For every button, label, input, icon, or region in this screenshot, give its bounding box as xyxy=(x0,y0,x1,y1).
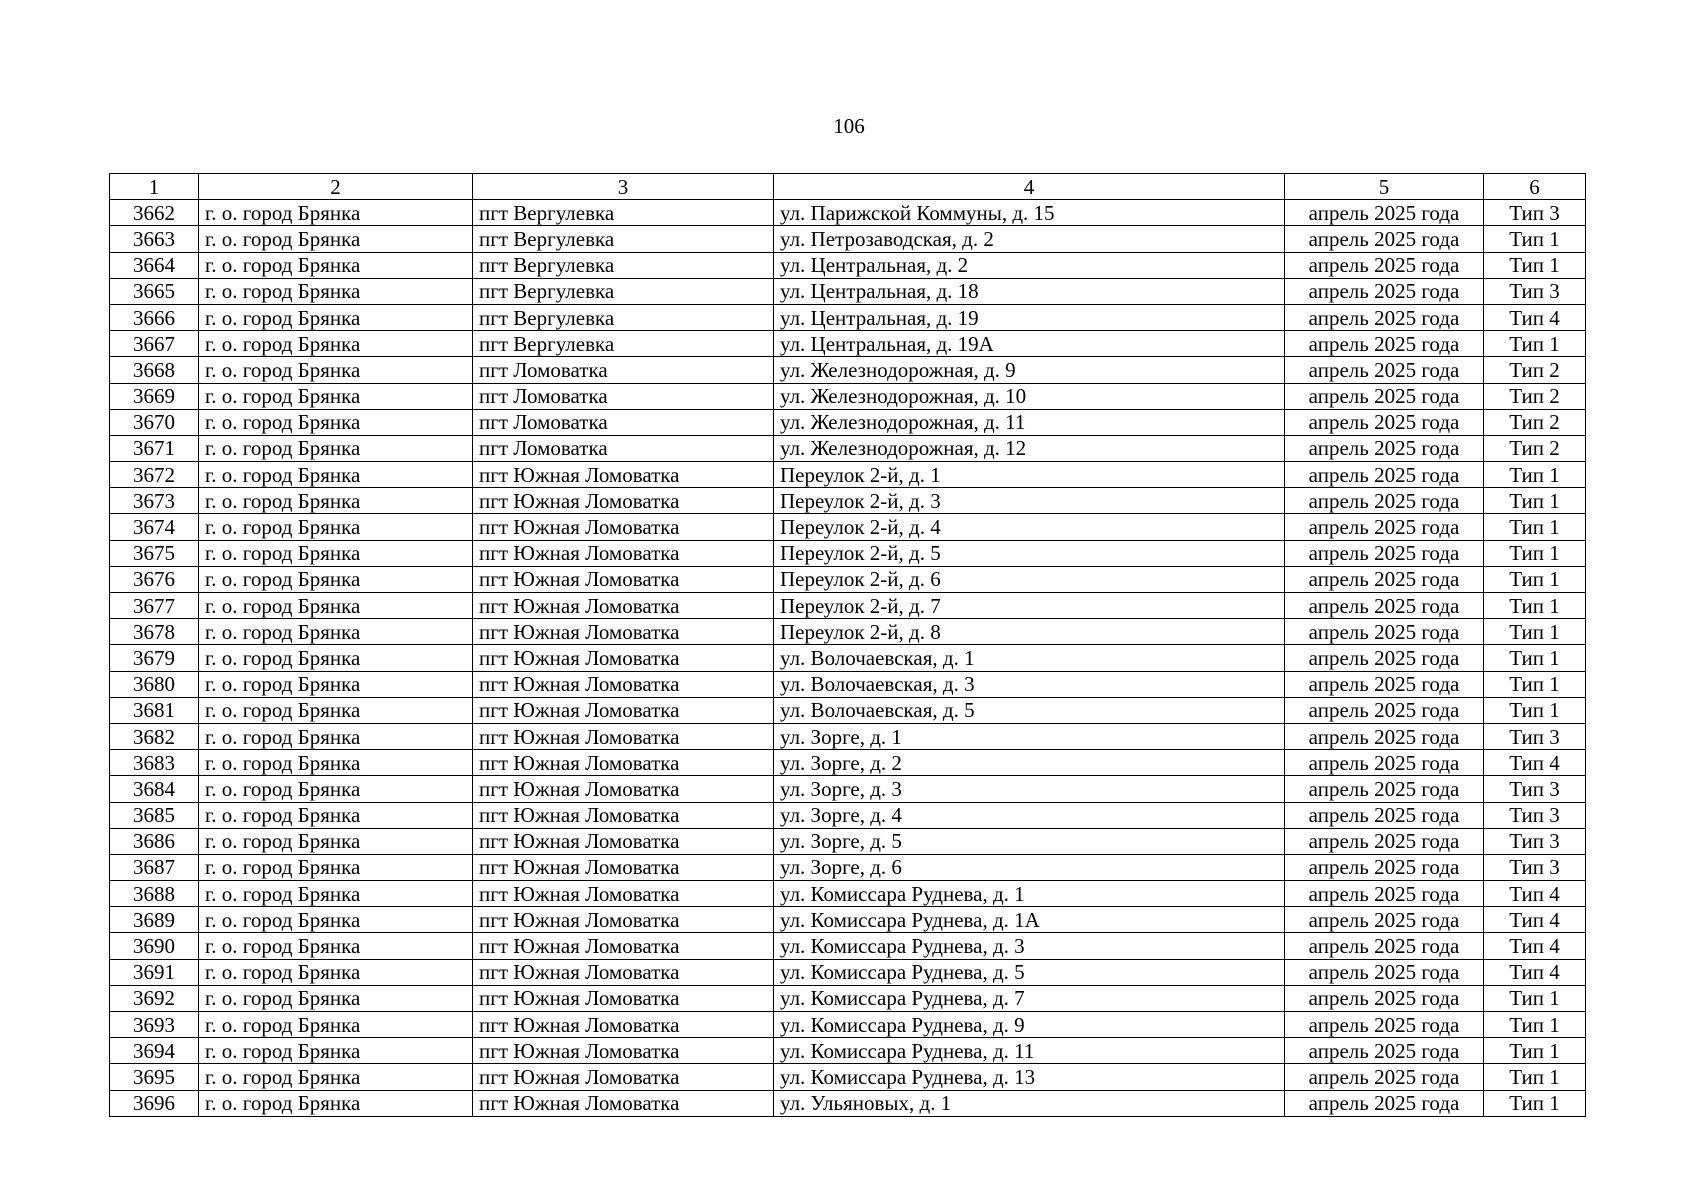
cell-settlement: пгт Вергулевка xyxy=(473,252,774,278)
cell-address: ул. Ульяновых, д. 1 xyxy=(774,1090,1285,1116)
cell-number: 3676 xyxy=(110,566,199,592)
cell-type: Тип 4 xyxy=(1484,304,1586,330)
cell-municipality: г. о. город Брянка xyxy=(199,854,473,880)
table-row xyxy=(110,854,1586,880)
cell-date: апрель 2025 года xyxy=(1285,723,1484,749)
column-header: 1 xyxy=(110,174,199,200)
cell-municipality: г. о. город Брянка xyxy=(199,304,473,330)
cell-settlement: пгт Южная Ломоватка xyxy=(473,1012,774,1038)
column-header: 5 xyxy=(1285,174,1484,200)
cell-date: апрель 2025 года xyxy=(1285,252,1484,278)
cell-date: апрель 2025 года xyxy=(1285,907,1484,933)
cell-settlement: пгт Ломоватка xyxy=(473,357,774,383)
cell-type: Тип 1 xyxy=(1484,985,1586,1011)
cell-type: Тип 3 xyxy=(1484,278,1586,304)
cell-number: 3681 xyxy=(110,697,199,723)
cell-address: ул. Центральная, д. 18 xyxy=(774,278,1285,304)
cell-settlement: пгт Южная Ломоватка xyxy=(473,619,774,645)
table-row xyxy=(110,514,1586,540)
cell-settlement: пгт Южная Ломоватка xyxy=(473,985,774,1011)
table-row xyxy=(110,985,1586,1011)
table-row xyxy=(110,226,1586,252)
cell-number: 3665 xyxy=(110,278,199,304)
cell-settlement: пгт Ломоватка xyxy=(473,435,774,461)
cell-municipality: г. о. город Брянка xyxy=(199,1012,473,1038)
cell-address: ул. Зорге, д. 5 xyxy=(774,828,1285,854)
cell-type: Тип 3 xyxy=(1484,828,1586,854)
cell-date: апрель 2025 года xyxy=(1285,1090,1484,1116)
cell-settlement: пгт Южная Ломоватка xyxy=(473,750,774,776)
cell-settlement: пгт Вергулевка xyxy=(473,200,774,226)
cell-municipality: г. о. город Брянка xyxy=(199,802,473,828)
cell-date: апрель 2025 года xyxy=(1285,566,1484,592)
cell-municipality: г. о. город Брянка xyxy=(199,776,473,802)
cell-date: апрель 2025 года xyxy=(1285,304,1484,330)
cell-municipality: г. о. город Брянка xyxy=(199,331,473,357)
column-header: 4 xyxy=(774,174,1285,200)
cell-type: Тип 3 xyxy=(1484,723,1586,749)
cell-type: Тип 1 xyxy=(1484,252,1586,278)
cell-number: 3684 xyxy=(110,776,199,802)
cell-settlement: пгт Южная Ломоватка xyxy=(473,566,774,592)
cell-settlement: пгт Южная Ломоватка xyxy=(473,959,774,985)
cell-date: апрель 2025 года xyxy=(1285,933,1484,959)
cell-municipality: г. о. город Брянка xyxy=(199,723,473,749)
cell-municipality: г. о. город Брянка xyxy=(199,619,473,645)
cell-type: Тип 2 xyxy=(1484,409,1586,435)
cell-type: Тип 1 xyxy=(1484,645,1586,671)
cell-type: Тип 1 xyxy=(1484,593,1586,619)
cell-type: Тип 1 xyxy=(1484,226,1586,252)
cell-municipality: г. о. город Брянка xyxy=(199,200,473,226)
cell-municipality: г. о. город Брянка xyxy=(199,881,473,907)
cell-municipality: г. о. город Брянка xyxy=(199,593,473,619)
cell-settlement: пгт Южная Ломоватка xyxy=(473,723,774,749)
cell-address: Переулок 2-й, д. 4 xyxy=(774,514,1285,540)
cell-settlement: пгт Южная Ломоватка xyxy=(473,488,774,514)
cell-municipality: г. о. город Брянка xyxy=(199,383,473,409)
cell-number: 3677 xyxy=(110,593,199,619)
cell-municipality: г. о. город Брянка xyxy=(199,462,473,488)
cell-address: ул. Комиссара Руднева, д. 3 xyxy=(774,933,1285,959)
cell-municipality: г. о. город Брянка xyxy=(199,985,473,1011)
cell-municipality: г. о. город Брянка xyxy=(199,540,473,566)
table-row xyxy=(110,488,1586,514)
cell-date: апрель 2025 года xyxy=(1285,383,1484,409)
cell-number: 3662 xyxy=(110,200,199,226)
table-row xyxy=(110,671,1586,697)
cell-type: Тип 1 xyxy=(1484,1064,1586,1090)
table-row xyxy=(110,304,1586,330)
cell-settlement: пгт Ломоватка xyxy=(473,409,774,435)
cell-type: Тип 1 xyxy=(1484,540,1586,566)
cell-settlement: пгт Южная Ломоватка xyxy=(473,697,774,723)
cell-address: ул. Железнодорожная, д. 9 xyxy=(774,357,1285,383)
cell-number: 3671 xyxy=(110,435,199,461)
table-row xyxy=(110,828,1586,854)
cell-settlement: пгт Южная Ломоватка xyxy=(473,593,774,619)
table-row xyxy=(110,723,1586,749)
cell-date: апрель 2025 года xyxy=(1285,593,1484,619)
cell-number: 3683 xyxy=(110,750,199,776)
cell-date: апрель 2025 года xyxy=(1285,278,1484,304)
cell-type: Тип 4 xyxy=(1484,881,1586,907)
cell-number: 3696 xyxy=(110,1090,199,1116)
cell-address: ул. Центральная, д. 2 xyxy=(774,252,1285,278)
cell-type: Тип 1 xyxy=(1484,1038,1586,1064)
cell-date: апрель 2025 года xyxy=(1285,357,1484,383)
cell-type: Тип 4 xyxy=(1484,959,1586,985)
cell-settlement: пгт Южная Ломоватка xyxy=(473,540,774,566)
cell-address: ул. Волочаевская, д. 1 xyxy=(774,645,1285,671)
cell-date: апрель 2025 года xyxy=(1285,514,1484,540)
cell-address: ул. Комиссара Руднева, д. 7 xyxy=(774,985,1285,1011)
table-row xyxy=(110,1090,1586,1116)
table-row xyxy=(110,435,1586,461)
cell-number: 3691 xyxy=(110,959,199,985)
cell-settlement: пгт Южная Ломоватка xyxy=(473,907,774,933)
cell-type: Тип 1 xyxy=(1484,331,1586,357)
cell-date: апрель 2025 года xyxy=(1285,854,1484,880)
cell-date: апрель 2025 года xyxy=(1285,1064,1484,1090)
cell-address: ул. Петрозаводская, д. 2 xyxy=(774,226,1285,252)
table-row xyxy=(110,540,1586,566)
cell-number: 3664 xyxy=(110,252,199,278)
cell-address: ул. Комиссара Руднева, д. 1 xyxy=(774,881,1285,907)
cell-date: апрель 2025 года xyxy=(1285,409,1484,435)
cell-date: апрель 2025 года xyxy=(1285,828,1484,854)
cell-number: 3680 xyxy=(110,671,199,697)
cell-municipality: г. о. город Брянка xyxy=(199,828,473,854)
table-row xyxy=(110,200,1586,226)
table-row xyxy=(110,881,1586,907)
page-number: 106 xyxy=(833,114,865,138)
cell-type: Тип 1 xyxy=(1484,1012,1586,1038)
cell-number: 3666 xyxy=(110,304,199,330)
cell-number: 3688 xyxy=(110,881,199,907)
cell-settlement: пгт Южная Ломоватка xyxy=(473,881,774,907)
cell-address: Переулок 2-й, д. 6 xyxy=(774,566,1285,592)
cell-municipality: г. о. город Брянка xyxy=(199,750,473,776)
cell-date: апрель 2025 года xyxy=(1285,488,1484,514)
cell-municipality: г. о. город Брянка xyxy=(199,1090,473,1116)
column-header: 6 xyxy=(1484,174,1586,200)
cell-address: ул. Комиссара Руднева, д. 9 xyxy=(774,1012,1285,1038)
cell-municipality: г. о. город Брянка xyxy=(199,357,473,383)
cell-address: ул. Железнодорожная, д. 11 xyxy=(774,409,1285,435)
table-row xyxy=(110,802,1586,828)
cell-settlement: пгт Южная Ломоватка xyxy=(473,1038,774,1064)
cell-number: 3669 xyxy=(110,383,199,409)
cell-date: апрель 2025 года xyxy=(1285,200,1484,226)
column-header: 3 xyxy=(473,174,774,200)
cell-number: 3675 xyxy=(110,540,199,566)
cell-settlement: пгт Южная Ломоватка xyxy=(473,671,774,697)
cell-number: 3692 xyxy=(110,985,199,1011)
cell-address: ул. Зорге, д. 1 xyxy=(774,723,1285,749)
cell-number: 3663 xyxy=(110,226,199,252)
cell-type: Тип 4 xyxy=(1484,907,1586,933)
cell-settlement: пгт Южная Ломоватка xyxy=(473,828,774,854)
table-row xyxy=(110,1012,1586,1038)
cell-settlement: пгт Южная Ломоватка xyxy=(473,1090,774,1116)
cell-address: ул. Волочаевская, д. 3 xyxy=(774,671,1285,697)
cell-type: Тип 4 xyxy=(1484,750,1586,776)
cell-number: 3694 xyxy=(110,1038,199,1064)
column-header: 2 xyxy=(199,174,473,200)
cell-settlement: пгт Южная Ломоватка xyxy=(473,1064,774,1090)
cell-type: Тип 1 xyxy=(1484,462,1586,488)
cell-type: Тип 2 xyxy=(1484,383,1586,409)
cell-municipality: г. о. город Брянка xyxy=(199,514,473,540)
cell-number: 3693 xyxy=(110,1012,199,1038)
cell-settlement: пгт Южная Ломоватка xyxy=(473,933,774,959)
cell-address: ул. Парижской Коммуны, д. 15 xyxy=(774,200,1285,226)
table-row xyxy=(110,1038,1586,1064)
cell-settlement: пгт Вергулевка xyxy=(473,304,774,330)
cell-date: апрель 2025 года xyxy=(1285,645,1484,671)
cell-settlement: пгт Ломоватка xyxy=(473,383,774,409)
cell-settlement: пгт Южная Ломоватка xyxy=(473,462,774,488)
cell-type: Тип 1 xyxy=(1484,671,1586,697)
cell-address: ул. Комиссара Руднева, д. 1А xyxy=(774,907,1285,933)
cell-address: ул. Зорге, д. 6 xyxy=(774,854,1285,880)
cell-municipality: г. о. город Брянка xyxy=(199,278,473,304)
cell-address: Переулок 2-й, д. 3 xyxy=(774,488,1285,514)
cell-date: апрель 2025 года xyxy=(1285,776,1484,802)
cell-date: апрель 2025 года xyxy=(1285,959,1484,985)
cell-number: 3667 xyxy=(110,331,199,357)
cell-municipality: г. о. город Брянка xyxy=(199,645,473,671)
cell-address: ул. Комиссара Руднева, д. 5 xyxy=(774,959,1285,985)
cell-number: 3686 xyxy=(110,828,199,854)
cell-municipality: г. о. город Брянка xyxy=(199,933,473,959)
cell-municipality: г. о. город Брянка xyxy=(199,409,473,435)
table-row xyxy=(110,933,1586,959)
cell-address: Переулок 2-й, д. 1 xyxy=(774,462,1285,488)
cell-date: апрель 2025 года xyxy=(1285,331,1484,357)
cell-number: 3685 xyxy=(110,802,199,828)
cell-date: апрель 2025 года xyxy=(1285,697,1484,723)
cell-date: апрель 2025 года xyxy=(1285,750,1484,776)
cell-number: 3695 xyxy=(110,1064,199,1090)
cell-address: Переулок 2-й, д. 7 xyxy=(774,593,1285,619)
table-row xyxy=(110,619,1586,645)
address-table xyxy=(109,173,1586,1117)
cell-address: Переулок 2-й, д. 5 xyxy=(774,540,1285,566)
table-row xyxy=(110,907,1586,933)
cell-type: Тип 4 xyxy=(1484,933,1586,959)
cell-settlement: пгт Южная Ломоватка xyxy=(473,514,774,540)
cell-type: Тип 1 xyxy=(1484,619,1586,645)
cell-date: апрель 2025 года xyxy=(1285,802,1484,828)
cell-municipality: г. о. город Брянка xyxy=(199,1064,473,1090)
cell-address: ул. Комиссара Руднева, д. 13 xyxy=(774,1064,1285,1090)
table-row xyxy=(110,331,1586,357)
table-row xyxy=(110,566,1586,592)
cell-settlement: пгт Вергулевка xyxy=(473,278,774,304)
cell-type: Тип 3 xyxy=(1484,200,1586,226)
cell-number: 3687 xyxy=(110,854,199,880)
cell-date: апрель 2025 года xyxy=(1285,462,1484,488)
cell-address: ул. Зорге, д. 3 xyxy=(774,776,1285,802)
cell-date: апрель 2025 года xyxy=(1285,985,1484,1011)
cell-number: 3674 xyxy=(110,514,199,540)
cell-address: ул. Волочаевская, д. 5 xyxy=(774,697,1285,723)
cell-type: Тип 1 xyxy=(1484,1090,1586,1116)
cell-settlement: пгт Южная Ломоватка xyxy=(473,854,774,880)
table-row xyxy=(110,252,1586,278)
cell-number: 3668 xyxy=(110,357,199,383)
cell-type: Тип 1 xyxy=(1484,514,1586,540)
table-row xyxy=(110,697,1586,723)
table-row xyxy=(110,750,1586,776)
cell-municipality: г. о. город Брянка xyxy=(199,488,473,514)
table-row xyxy=(110,1064,1586,1090)
cell-municipality: г. о. город Брянка xyxy=(199,907,473,933)
cell-number: 3672 xyxy=(110,462,199,488)
cell-address: ул. Центральная, д. 19 xyxy=(774,304,1285,330)
table-row xyxy=(110,278,1586,304)
table-row xyxy=(110,357,1586,383)
cell-date: апрель 2025 года xyxy=(1285,671,1484,697)
cell-type: Тип 3 xyxy=(1484,802,1586,828)
table-row xyxy=(110,593,1586,619)
cell-number: 3689 xyxy=(110,907,199,933)
cell-type: Тип 2 xyxy=(1484,435,1586,461)
cell-address: ул. Комиссара Руднева, д. 11 xyxy=(774,1038,1285,1064)
cell-number: 3679 xyxy=(110,645,199,671)
cell-date: апрель 2025 года xyxy=(1285,881,1484,907)
cell-settlement: пгт Южная Ломоватка xyxy=(473,645,774,671)
cell-type: Тип 3 xyxy=(1484,854,1586,880)
cell-address: ул. Железнодорожная, д. 12 xyxy=(774,435,1285,461)
cell-type: Тип 1 xyxy=(1484,566,1586,592)
table-row xyxy=(110,409,1586,435)
table-row xyxy=(110,383,1586,409)
cell-address: Переулок 2-й, д. 8 xyxy=(774,619,1285,645)
table-row xyxy=(110,959,1586,985)
cell-settlement: пгт Южная Ломоватка xyxy=(473,802,774,828)
cell-number: 3690 xyxy=(110,933,199,959)
cell-date: апрель 2025 года xyxy=(1285,619,1484,645)
cell-municipality: г. о. город Брянка xyxy=(199,697,473,723)
cell-type: Тип 1 xyxy=(1484,488,1586,514)
cell-municipality: г. о. город Брянка xyxy=(199,671,473,697)
cell-date: апрель 2025 года xyxy=(1285,435,1484,461)
table-row xyxy=(110,776,1586,802)
cell-municipality: г. о. город Брянка xyxy=(199,1038,473,1064)
cell-number: 3673 xyxy=(110,488,199,514)
cell-municipality: г. о. город Брянка xyxy=(199,435,473,461)
cell-date: апрель 2025 года xyxy=(1285,226,1484,252)
cell-municipality: г. о. город Брянка xyxy=(199,226,473,252)
cell-address: ул. Железнодорожная, д. 10 xyxy=(774,383,1285,409)
cell-settlement: пгт Южная Ломоватка xyxy=(473,776,774,802)
cell-type: Тип 2 xyxy=(1484,357,1586,383)
cell-date: апрель 2025 года xyxy=(1285,1012,1484,1038)
table-body xyxy=(110,200,1586,1117)
cell-type: Тип 3 xyxy=(1484,776,1586,802)
cell-settlement: пгт Вергулевка xyxy=(473,226,774,252)
cell-date: апрель 2025 года xyxy=(1285,540,1484,566)
table-row xyxy=(110,645,1586,671)
cell-municipality: г. о. город Брянка xyxy=(199,959,473,985)
cell-address: ул. Зорге, д. 2 xyxy=(774,750,1285,776)
cell-number: 3682 xyxy=(110,723,199,749)
cell-type: Тип 1 xyxy=(1484,697,1586,723)
cell-number: 3670 xyxy=(110,409,199,435)
cell-date: апрель 2025 года xyxy=(1285,1038,1484,1064)
cell-address: ул. Центральная, д. 19А xyxy=(774,331,1285,357)
cell-municipality: г. о. город Брянка xyxy=(199,252,473,278)
table-row xyxy=(110,462,1586,488)
cell-municipality: г. о. город Брянка xyxy=(199,566,473,592)
cell-address: ул. Зорге, д. 4 xyxy=(774,802,1285,828)
cell-settlement: пгт Вергулевка xyxy=(473,331,774,357)
cell-number: 3678 xyxy=(110,619,199,645)
table-header-row xyxy=(110,174,1586,200)
